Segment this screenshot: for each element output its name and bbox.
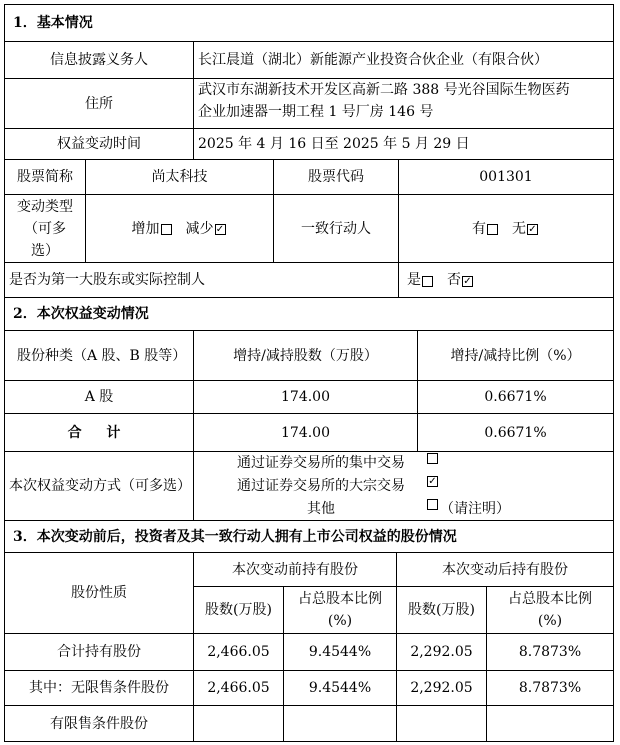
holding-row-restricted-before-ratio	[284, 706, 397, 742]
holding-row-restricted-after-shares	[397, 706, 487, 742]
address-line-1: 武汉市东湖新技术开发区高新二路 388 号光谷国际生物医药	[198, 82, 570, 98]
period-value: 2025 年 4 月 16 日至 2025 年 5 月 29 日	[194, 129, 614, 160]
row-total-ratio: 0.6671%	[418, 414, 614, 452]
holding-row-total-before-shares: 2,466.05	[194, 634, 284, 671]
controller-yes-checkbox[interactable]	[422, 276, 433, 287]
period-label: 权益变动时间	[4, 129, 194, 160]
col-change-ratio: 增持/减持比例（%）	[418, 331, 614, 381]
stock-abbr-label: 股票简称	[4, 160, 86, 195]
holding-row-restricted-nature: 有限售条件股份	[4, 706, 194, 742]
controller-no-checkbox[interactable]: ✓	[463, 275, 472, 287]
controller-yes-label: 是	[407, 272, 421, 288]
col-share-type: 股份种类（A 股、B 股等）	[4, 331, 194, 381]
concert-yes-checkbox[interactable]	[487, 224, 498, 235]
address-line-2: 企业加速器一期工程 1 号厂房 146 号	[198, 104, 434, 120]
before-header: 本次变动前持有股份	[194, 553, 397, 587]
holding-row-unrestricted-before-ratio: 9.4544%	[284, 671, 397, 706]
concert-yes-label: 有	[472, 220, 486, 237]
holding-row-unrestricted-nature: 其中：无限售条件股份	[4, 671, 194, 706]
stock-abbr-value: 尚太科技	[86, 160, 274, 195]
method-option-checkbox[interactable]	[427, 499, 438, 510]
after-ratio-header: 占总股本比例(%)	[487, 587, 614, 634]
after-shares-header: 股数(万股)	[397, 587, 487, 634]
change-method-options	[194, 452, 614, 521]
disclosure-form	[4, 4, 614, 744]
before-ratio-header: 占总股本比例(%)	[284, 587, 397, 634]
change-method-label: 本次权益变动方式（可多选）	[4, 452, 194, 521]
method-option-checkbox[interactable]	[427, 453, 438, 464]
col-change-shares: 增持/减持股数（万股）	[194, 331, 418, 381]
holding-row-unrestricted-after-ratio: 8.7873%	[487, 671, 614, 706]
concert-no-checkbox[interactable]: ✓	[528, 224, 537, 235]
address-value	[194, 79, 614, 129]
change-type-label: 变动类型（可多选）	[4, 195, 86, 263]
discloser-value: 长江晨道（湖北）新能源产业投资合伙企业（有限合伙）	[194, 42, 614, 79]
concert-no-label: 无	[512, 220, 526, 237]
increase-label: 增加	[131, 220, 160, 237]
stock-code-value: 001301	[399, 160, 614, 195]
method-option-label: 通过证券交易所的集中交易	[237, 454, 405, 471]
section1-heading: 1．基本情况	[4, 4, 614, 42]
row-a-share-ratio: 0.6671%	[418, 381, 614, 414]
holding-row-restricted-after-ratio	[487, 706, 614, 742]
controller-options	[399, 263, 614, 298]
holding-row-total-after-ratio: 8.7873%	[487, 634, 614, 671]
concert-options	[399, 195, 614, 263]
holding-row-restricted-before-shares	[194, 706, 284, 742]
row-a-share-shares: 174.00	[194, 381, 418, 414]
method-option	[216, 475, 609, 498]
holding-row-unrestricted-before-shares: 2,466.05	[194, 671, 284, 706]
decrease-label: 减少	[185, 220, 214, 237]
change-type-options	[86, 195, 274, 263]
discloser-label: 信息披露义务人	[4, 42, 194, 79]
after-header: 本次变动后持有股份	[397, 553, 614, 587]
controller-no-label: 否	[447, 272, 461, 288]
holding-row-unrestricted-after-shares: 2,292.05	[397, 671, 487, 706]
concert-label: 一致行动人	[274, 195, 399, 263]
controller-label: 是否为第一大股东或实际控制人	[4, 263, 399, 298]
method-option-label: 其他	[307, 500, 335, 517]
method-option	[216, 452, 609, 475]
section3-heading: 3．本次变动前后，投资者及其一致行动人拥有上市公司权益的股份情况	[4, 521, 614, 553]
method-option-checkbox[interactable]: ✓	[428, 475, 437, 487]
holding-row-total-nature: 合计持有股份	[4, 634, 194, 671]
holding-row-total-before-ratio: 9.4544%	[284, 634, 397, 671]
row-total-shares: 174.00	[194, 414, 418, 452]
col-share-nature: 股份性质	[4, 553, 194, 634]
method-option	[216, 498, 609, 521]
row-total-type: 合 计	[4, 414, 194, 452]
address-label: 住所	[4, 79, 194, 129]
stock-code-label: 股票代码	[274, 160, 399, 195]
section2-heading: 2．本次权益变动情况	[4, 298, 614, 331]
row-a-share-type: A 股	[4, 381, 194, 414]
before-shares-header: 股数(万股)	[194, 587, 284, 634]
decrease-checkbox[interactable]: ✓	[215, 224, 225, 235]
method-option-note: （请注明）	[440, 500, 510, 517]
method-option-label: 通过证券交易所的大宗交易	[237, 477, 405, 494]
holding-row-total-after-shares: 2,292.05	[397, 634, 487, 671]
increase-checkbox[interactable]	[161, 224, 172, 235]
